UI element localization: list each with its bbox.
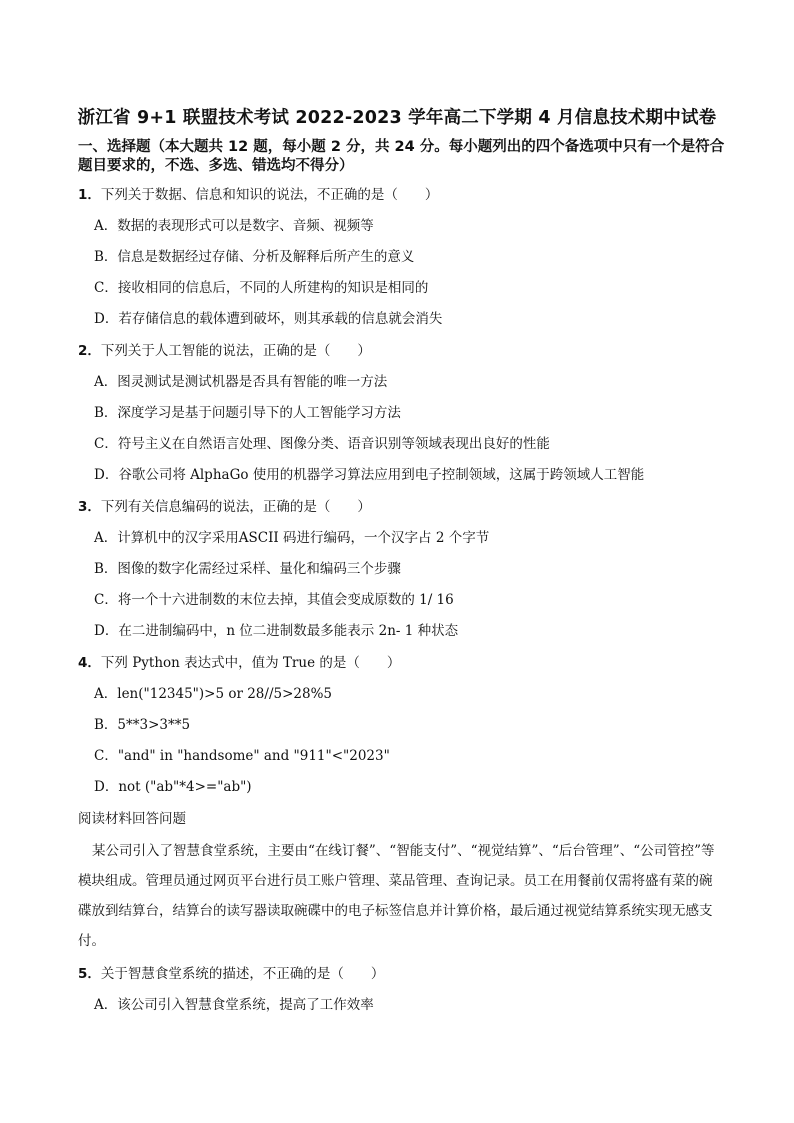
question-3-option-a: A．计算机中的汉字采用ASCII 码进行编码，一个汉字占 2 个字节	[94, 530, 490, 546]
exam-title: 浙江省 9+1 联盟技术考试 2022-2023 学年高二下学期 4 月信息技术期中试卷	[77, 108, 717, 128]
question-3-option-b: B．图像的数字化需经过采样、量化和编码三个步骤	[94, 561, 401, 577]
question-4-option-c: C．"and" in "handsome" and "911"<"2023"	[94, 748, 390, 764]
question-5	[78, 965, 384, 983]
question-number: 2．	[78, 343, 101, 359]
question-1-option-b: B．信息是数据经过存储、分析及解释后所产生的意义	[94, 249, 415, 265]
question-2-option-d: D．谷歌公司将 AlphaGo 使用的机器学习算法应用到电子控制领域，这属于跨领域人工智能	[94, 467, 645, 483]
question-stem: 下列有关信息编码的说法，正确的是（ ）	[100, 499, 371, 515]
question-number: 3．	[78, 499, 101, 515]
question-4-option-a: A．len("12345")>5 or 28//5>28%5	[94, 686, 332, 702]
question-1-option-a: A．数据的表现形式可以是数字、音频、视频等	[94, 218, 374, 234]
question-number: 1．	[78, 187, 101, 203]
question-2-option-b: B．深度学习是基于问题引导下的人工智能学习方法	[94, 405, 401, 421]
question-stem: 关于智慧食堂系统的描述，不正确的是（ ）	[100, 966, 385, 982]
question-number: 5．	[78, 966, 101, 982]
reading-text: 某公司引入了智慧食堂系统，主要由“在线订餐”、“智能支付”、“视觉结算”、“后台管理”、“公司管控”等模块组成。管理员通过网页平台进行员工账户管理、菜品管理、查询记录。员工在用餐前仅需将盛有菜的碗碟放到结算台，结算台的读写器读取碗碟中的电子标签信息并计算价格，最后通过视觉结算系统实现无感支付。	[78, 843, 715, 949]
reading-heading: 阅读材料回答问题	[78, 811, 186, 827]
question-4-option-d: D．not ("ab"*4>="ab")	[94, 779, 252, 795]
question-2-option-a: A．图灵测试是测试机器是否具有智能的唯一方法	[94, 374, 388, 390]
question-5-option-a: A．该公司引入智慧食堂系统，提高了工作效率	[94, 997, 374, 1013]
question-3	[78, 498, 371, 516]
question-number: 4．	[78, 655, 101, 671]
question-1-option-c: C．接收相同的信息后，不同的人所建构的知识是相同的	[94, 280, 429, 296]
question-stem: 下列关于人工智能的说法，正确的是（ ）	[100, 343, 371, 359]
question-1	[78, 186, 438, 204]
question-3-option-d: D．在二进制编码中，n 位二进制数最多能表示 2n- 1 种状态	[94, 623, 459, 639]
question-2-option-c: C．符号主义在自然语言处理、图像分类、语音识别等领域表现出良好的性能	[94, 436, 550, 452]
reading-paragraph	[78, 836, 718, 956]
question-stem: 下列关于数据、信息和知识的说法，不正确的是（ ）	[100, 187, 439, 203]
question-3-option-c: C．将一个十六进制数的末位去掉，其值会变成原数的 1/ 16	[94, 592, 454, 608]
question-2	[78, 342, 371, 360]
section-heading: 一、选择题（本大题共 12 题，每小题 2 分，共 24 分。每小题列出的四个备选项中只有一个是符合题目要求的，不选、多选、错选均不得分）	[78, 139, 725, 174]
question-4-option-b: B．5**3>3**5	[94, 717, 191, 733]
question-1-option-d: D．若存储信息的载体遭到破坏，则其承载的信息就会消失	[94, 311, 443, 327]
question-4	[78, 654, 400, 672]
question-stem: 下列 Python 表达式中，值为 True 的是（ ）	[100, 655, 401, 671]
